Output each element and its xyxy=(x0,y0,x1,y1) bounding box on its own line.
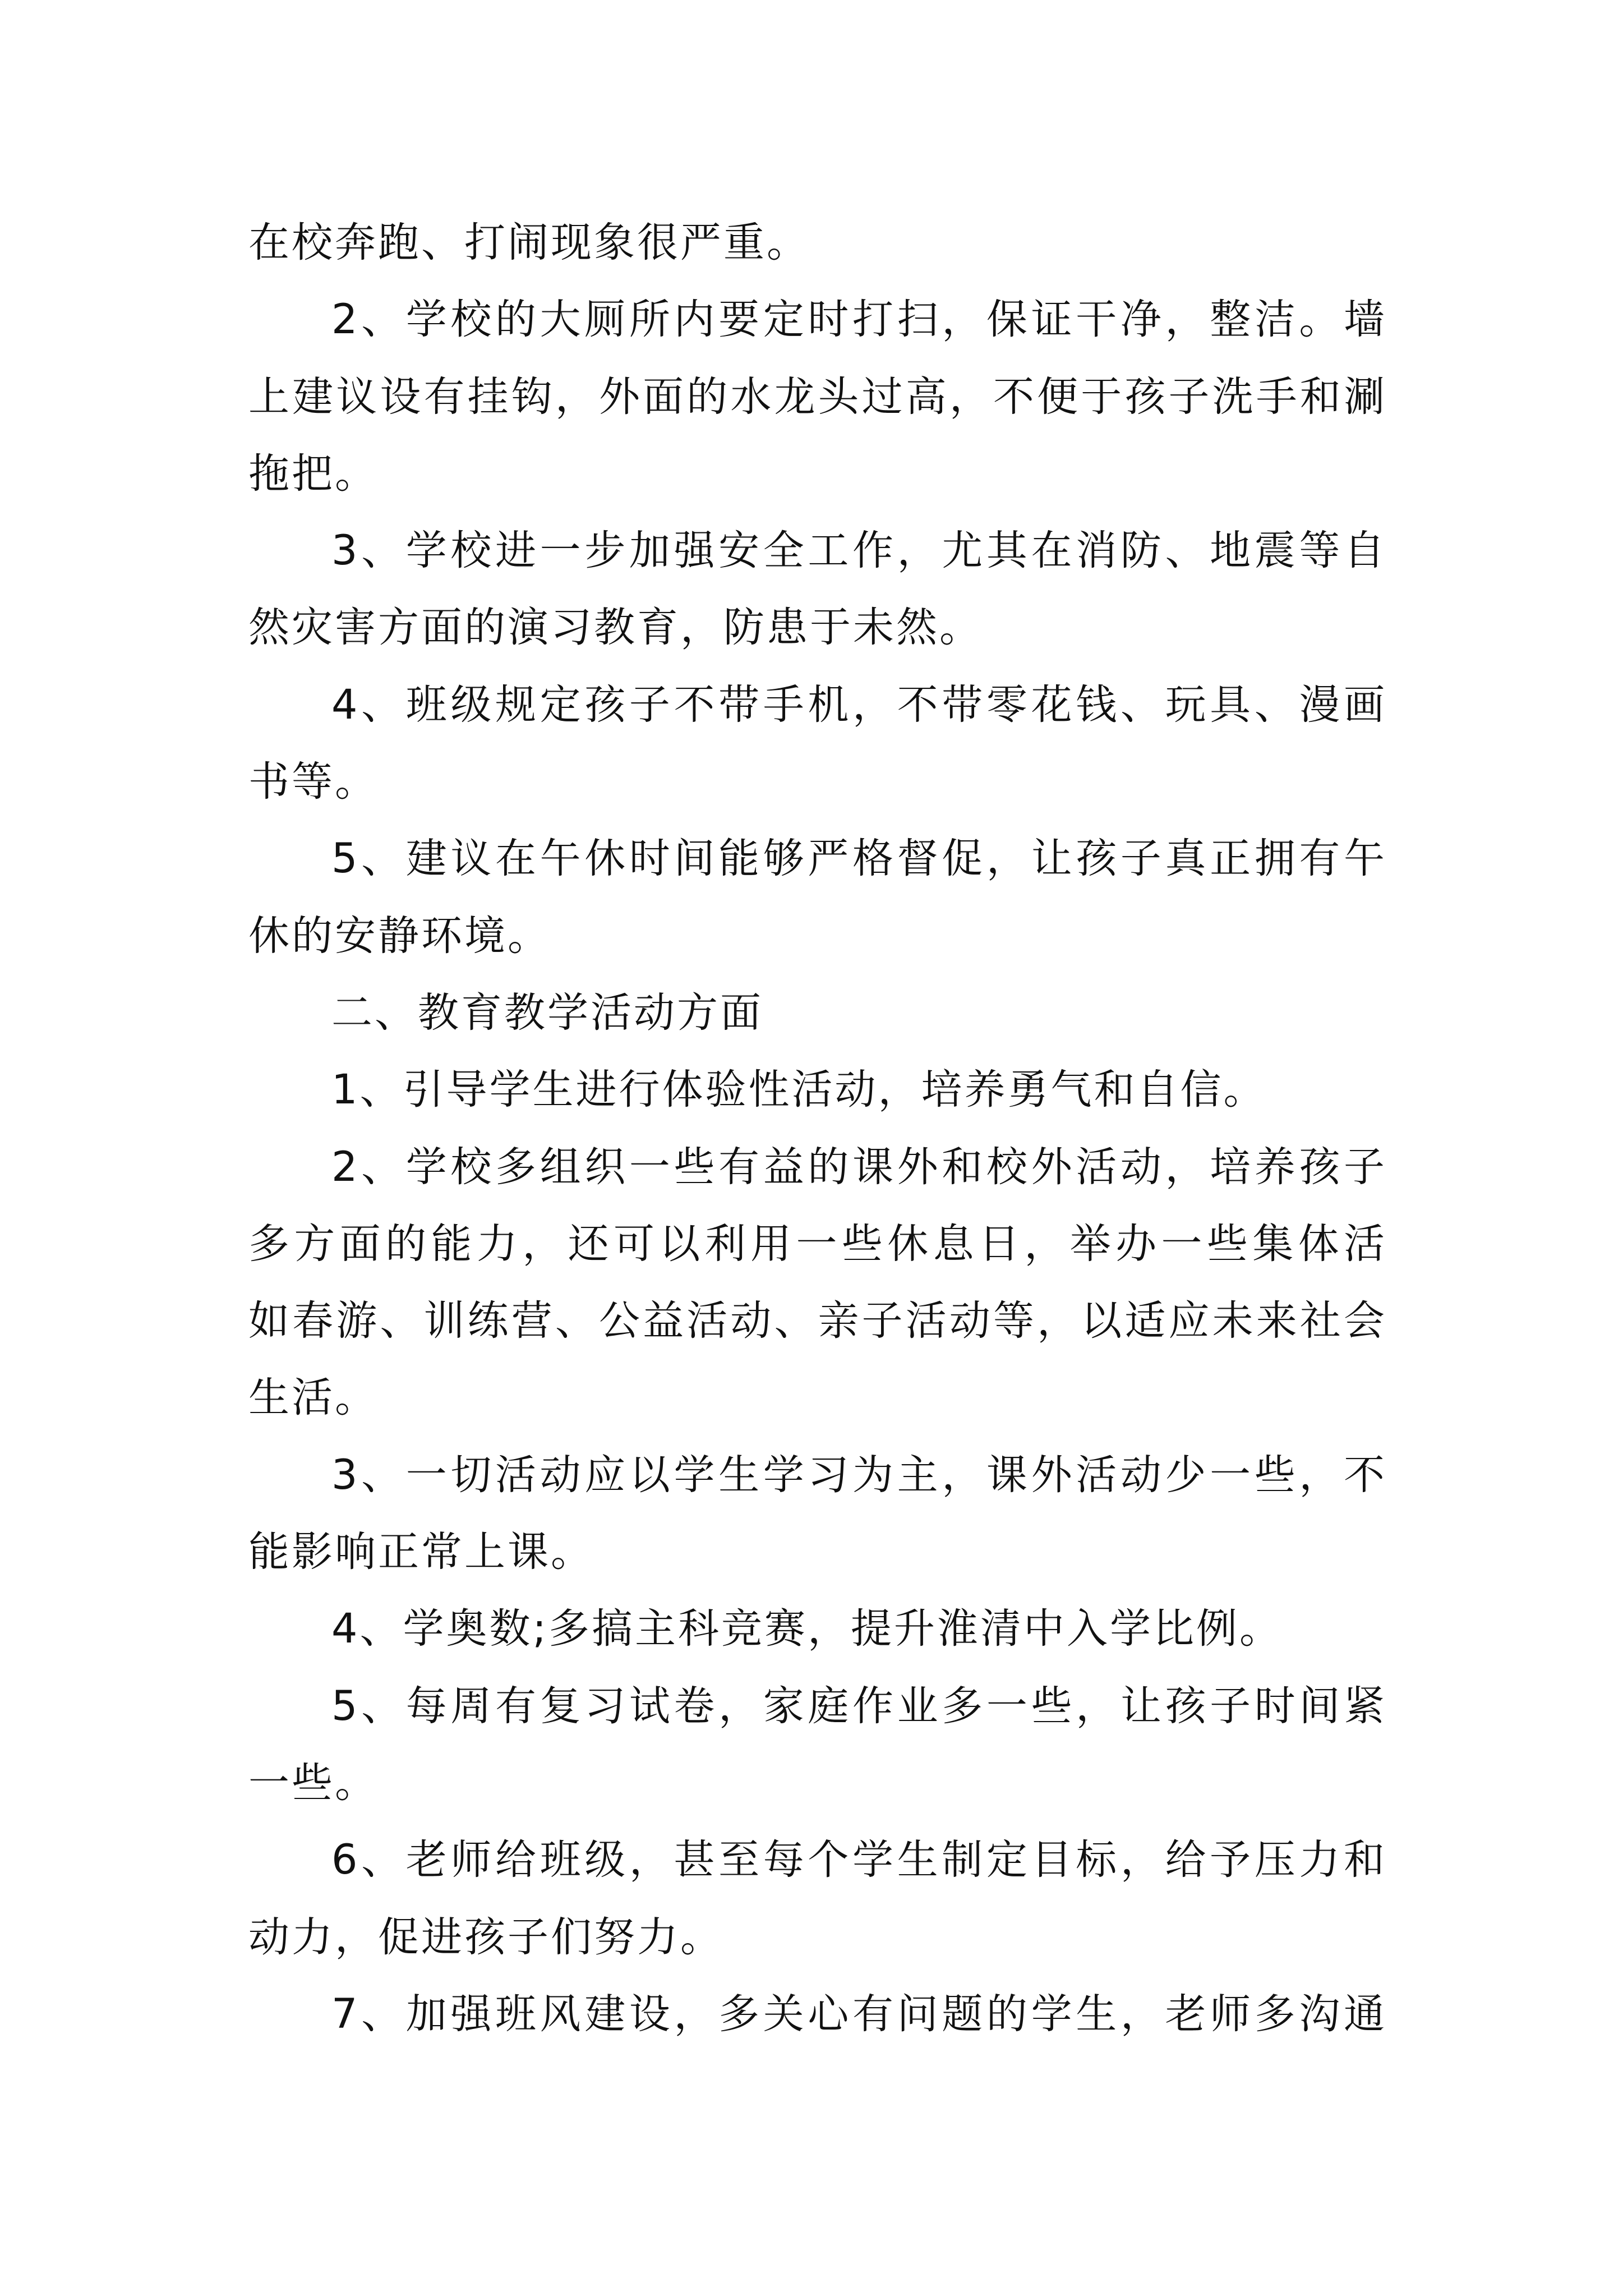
text-line-24: 7、加强班风建设，多关心有问题的学生，老师多沟通 xyxy=(331,1990,1387,2038)
text-line-7: 4、班级规定孩子不带手机，不带零花钱、玩具、漫画 xyxy=(331,680,1387,729)
text-line-22: 6、老师给班级，甚至每个学生制定目标，给予压力和 xyxy=(331,1836,1387,1884)
text-line-20: 5、每周有复习试卷，家庭作业多一些，让孩子时间紧 xyxy=(331,1682,1387,1730)
text-line-17: 3、一切活动应以学生学习为主，课外活动少一些，不 xyxy=(331,1451,1387,1499)
section-heading: 二、教育教学活动方面 xyxy=(331,988,763,1037)
text-line-19: 4、学奥数;多搞主科竞赛，提升淮清中入学比例。 xyxy=(331,1605,1283,1653)
text-line-23: 动力，促进孩子们努力。 xyxy=(248,1913,723,1961)
text-line-18: 能影响正常上课。 xyxy=(248,1528,594,1576)
document-body xyxy=(248,204,1387,2053)
text-line-5: 3、学校进一步加强安全工作，尤其在消防、地震等自 xyxy=(331,527,1387,575)
text-line-8: 书等。 xyxy=(248,758,378,806)
text-line-9: 5、建议在午休时间能够严格督促，让孩子真正拥有午 xyxy=(331,835,1387,883)
text-line-12: 1、引导学生进行体验性活动，培养勇气和自信。 xyxy=(331,1066,1267,1114)
text-line-13: 2、学校多组织一些有益的课外和校外活动，培养孩子 xyxy=(331,1143,1387,1191)
text-line-14: 多方面的能力，还可以利用一些休息日，举办一些集体活 xyxy=(248,1220,1387,1268)
text-line-10: 休的安静环境。 xyxy=(248,912,551,960)
text-line-4: 拖把。 xyxy=(248,449,378,498)
text-line-15: 如春游、训练营、公益活动、亲子活动等，以适应未来社会 xyxy=(248,1297,1387,1345)
text-line-3: 上建议设有挂钩，外面的水龙头过高，不便于孩子洗手和涮 xyxy=(248,372,1387,421)
text-line-1: 在校奔跑、打闹现象很严重。 xyxy=(248,219,810,266)
text-line-2: 2、学校的大厕所内要定时打扫，保证干净，整洁。墙 xyxy=(331,296,1387,344)
text-line-16: 生活。 xyxy=(248,1374,378,1422)
text-line-21: 一些。 xyxy=(248,1759,378,1807)
text-line-6: 然灾害方面的演习教育，防患于未然。 xyxy=(248,604,983,652)
